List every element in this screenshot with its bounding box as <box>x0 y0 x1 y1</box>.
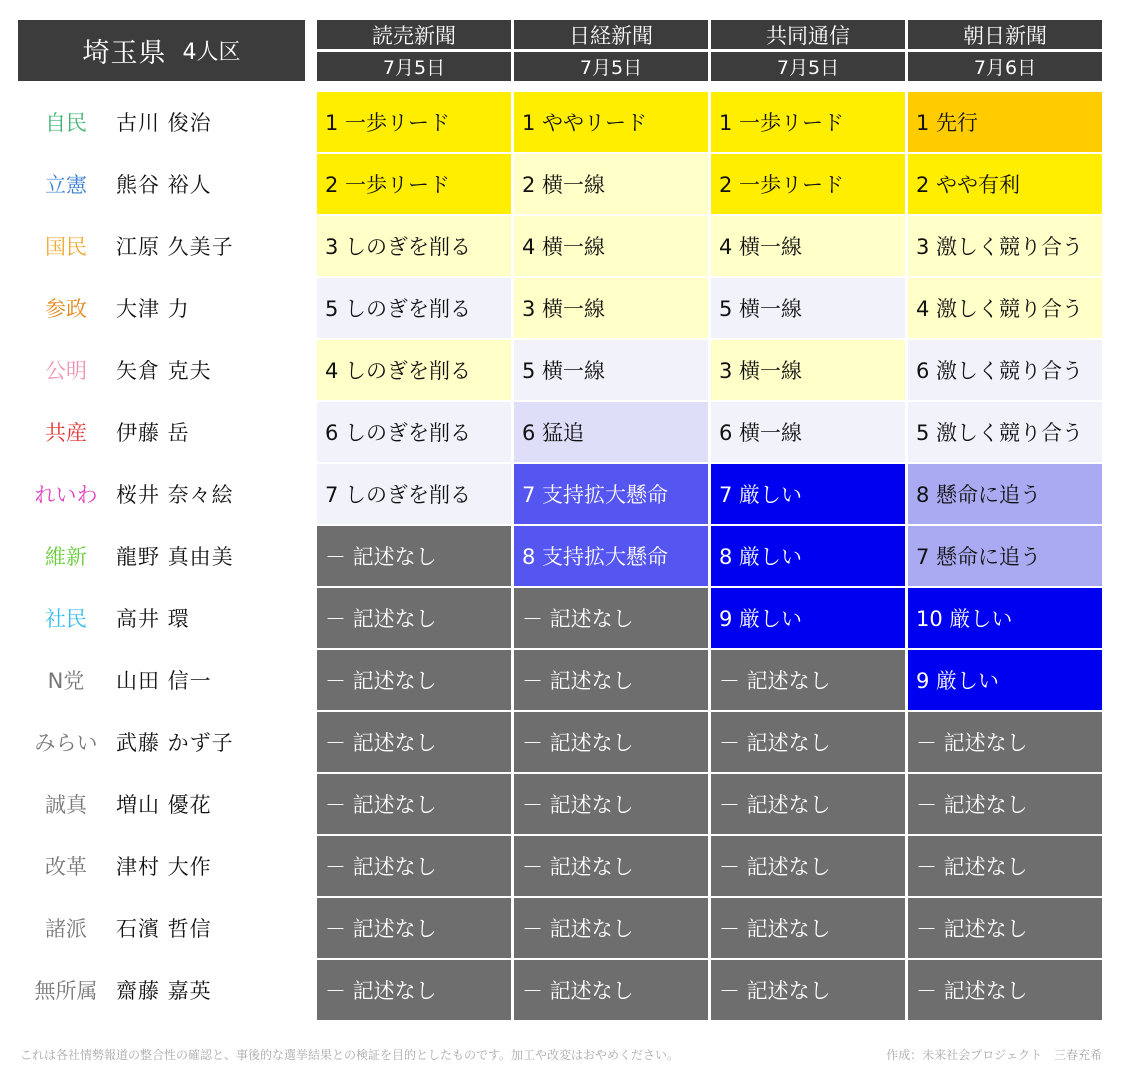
party-label: 諸派 <box>45 917 87 941</box>
column-date-4: 7月6日 <box>908 52 1102 81</box>
candidate-row-label <box>18 402 308 462</box>
forecast-cell: － 記述なし <box>514 960 708 1020</box>
candidate-row-label <box>18 898 308 958</box>
forecast-cell: － 記述なし <box>514 774 708 834</box>
forecast-cell: 4 横一線 <box>711 216 905 276</box>
column-date-1: 7月5日 <box>317 52 511 81</box>
footer-note: これは各社情勢報道の整合性の確認と、事後的な選挙結果との検証を目的としたものです。加工や改変はおやめください。 <box>20 1048 680 1062</box>
column-header-2: 日経新聞 <box>514 20 708 49</box>
forecast-cell: 7 懸命に追う <box>908 526 1102 586</box>
candidate-name: 石濱 哲信 <box>116 917 212 941</box>
forecast-cell: 1 一歩リード <box>317 92 511 152</box>
forecast-cell: － 記述なし <box>317 898 511 958</box>
candidate-name: 龍野 真由美 <box>116 545 234 569</box>
forecast-cell: 7 支持拡大懸命 <box>514 464 708 524</box>
forecast-cell: 7 厳しい <box>711 464 905 524</box>
candidate-row-label <box>18 774 308 834</box>
forecast-cell: 8 支持拡大懸命 <box>514 526 708 586</box>
forecast-cell: 5 横一線 <box>514 340 708 400</box>
forecast-cell: － 記述なし <box>317 588 511 648</box>
forecast-cell: － 記述なし <box>711 836 905 896</box>
candidate-name: 武藤 かず子 <box>116 731 234 755</box>
forecast-cell: 2 横一線 <box>514 154 708 214</box>
party-label: 公明 <box>45 359 87 383</box>
forecast-cell: 4 しのぎを削る <box>317 340 511 400</box>
forecast-cell: － 記述なし <box>908 712 1102 772</box>
forecast-cell: － 記述なし <box>514 898 708 958</box>
candidate-row-label <box>18 960 308 1020</box>
party-label: みらい <box>34 731 98 755</box>
forecast-cell: 3 しのぎを削る <box>317 216 511 276</box>
forecast-cell: － 記述なし <box>317 836 511 896</box>
candidate-name: 熊谷 裕人 <box>116 173 212 197</box>
candidate-name: 津村 大作 <box>116 855 212 879</box>
candidate-row-label <box>18 588 308 648</box>
forecast-cell: － 記述なし <box>711 712 905 772</box>
forecast-cell: 3 激しく競り合う <box>908 216 1102 276</box>
forecast-cell: 8 厳しい <box>711 526 905 586</box>
forecast-cell: － 記述なし <box>908 960 1102 1020</box>
column-header-1: 読売新聞 <box>317 20 511 49</box>
party-label: れいわ <box>34 483 98 507</box>
candidate-name: 齋藤 嘉英 <box>116 979 212 1003</box>
forecast-cell: － 記述なし <box>514 836 708 896</box>
candidate-name: 山田 信一 <box>116 669 212 693</box>
party-label: 無所属 <box>34 979 98 1003</box>
forecast-cell: － 記述なし <box>514 588 708 648</box>
forecast-cell: 2 一歩リード <box>317 154 511 214</box>
forecast-cell: 6 猛追 <box>514 402 708 462</box>
prefecture-title: 埼玉県 <box>82 38 167 69</box>
party-label: 国民 <box>45 235 87 259</box>
candidate-name: 増山 優花 <box>116 793 212 817</box>
candidate-name: 矢倉 克夫 <box>116 359 212 383</box>
forecast-cell: 1 先行 <box>908 92 1102 152</box>
forecast-cell: － 記述なし <box>317 650 511 710</box>
forecast-cell: 1 ややリード <box>514 92 708 152</box>
forecast-cell: － 記述なし <box>514 650 708 710</box>
forecast-cell: 5 しのぎを削る <box>317 278 511 338</box>
forecast-cell: － 記述なし <box>317 774 511 834</box>
footer-credit: 作成：未来社会プロジェクト 三春充希 <box>886 1048 1102 1062</box>
forecast-cell: 3 横一線 <box>711 340 905 400</box>
forecast-cell: － 記述なし <box>908 898 1102 958</box>
candidate-row-label <box>18 650 308 710</box>
candidate-row-label <box>18 712 308 772</box>
candidate-row-label <box>18 154 308 214</box>
forecast-cell: － 記述なし <box>711 650 905 710</box>
candidate-row-label <box>18 464 308 524</box>
party-label: 自民 <box>45 111 87 135</box>
forecast-cell: 9 厳しい <box>711 588 905 648</box>
table-title <box>18 20 305 81</box>
forecast-cell: 2 一歩リード <box>711 154 905 214</box>
forecast-cell: 5 激しく競り合う <box>908 402 1102 462</box>
forecast-cell: 6 しのぎを削る <box>317 402 511 462</box>
forecast-cell: － 記述なし <box>711 960 905 1020</box>
forecast-cell: － 記述なし <box>711 774 905 834</box>
party-label: 維新 <box>45 545 87 569</box>
column-header-4: 朝日新聞 <box>908 20 1102 49</box>
candidate-row-label <box>18 836 308 896</box>
party-label: 共産 <box>45 421 87 445</box>
forecast-cell: － 記述なし <box>711 898 905 958</box>
forecast-cell: 5 横一線 <box>711 278 905 338</box>
forecast-cell: － 記述なし <box>317 712 511 772</box>
seats-label: 4人区 <box>182 40 241 65</box>
forecast-cell: 3 横一線 <box>514 278 708 338</box>
forecast-cell: 6 横一線 <box>711 402 905 462</box>
party-label: 誠真 <box>45 793 87 817</box>
column-date-2: 7月5日 <box>514 52 708 81</box>
candidate-name: 大津 力 <box>116 297 190 321</box>
forecast-cell: 2 やや有利 <box>908 154 1102 214</box>
candidate-name: 伊藤 岳 <box>116 421 190 445</box>
candidate-row-label <box>18 92 308 152</box>
forecast-cell: 10 厳しい <box>908 588 1102 648</box>
candidate-row-label <box>18 340 308 400</box>
column-header-3: 共同通信 <box>711 20 905 49</box>
party-label: 改革 <box>45 855 87 879</box>
party-label: 立憲 <box>45 173 87 197</box>
party-label: N党 <box>47 669 85 693</box>
forecast-cell: 7 しのぎを削る <box>317 464 511 524</box>
forecast-cell: 9 厳しい <box>908 650 1102 710</box>
party-label: 社民 <box>45 607 87 631</box>
candidate-row-label <box>18 526 308 586</box>
forecast-cell: 8 懸命に追う <box>908 464 1102 524</box>
forecast-cell: 1 一歩リード <box>711 92 905 152</box>
candidate-name: 高井 環 <box>116 607 190 631</box>
column-date-3: 7月5日 <box>711 52 905 81</box>
candidate-name: 古川 俊治 <box>116 111 212 135</box>
forecast-cell: 6 激しく競り合う <box>908 340 1102 400</box>
forecast-cell: 4 激しく競り合う <box>908 278 1102 338</box>
forecast-cell: 4 横一線 <box>514 216 708 276</box>
forecast-cell: － 記述なし <box>317 960 511 1020</box>
candidate-name: 江原 久美子 <box>116 235 234 259</box>
forecast-cell: － 記述なし <box>514 712 708 772</box>
candidate-row-label <box>18 278 308 338</box>
forecast-cell: － 記述なし <box>317 526 511 586</box>
forecast-cell: － 記述なし <box>908 836 1102 896</box>
candidate-row-label <box>18 216 308 276</box>
forecast-cell: － 記述なし <box>908 774 1102 834</box>
candidate-name: 桜井 奈々絵 <box>116 483 234 507</box>
party-label: 参政 <box>45 297 87 321</box>
